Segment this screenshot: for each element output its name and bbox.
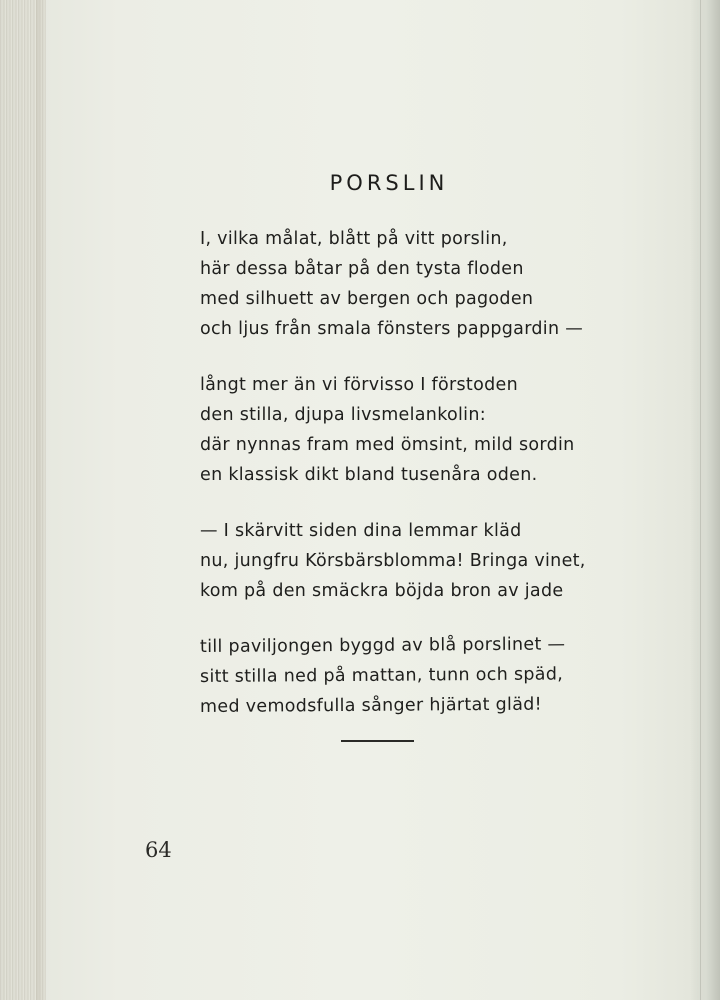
page-edge-right: [690, 0, 720, 1000]
poem-line: och ljus från smala fönsters pappgardin —: [200, 319, 584, 339]
page-number: 64: [145, 838, 172, 862]
poem-line: den stilla, djupa livsmelankolin:: [200, 405, 486, 425]
stanza-2: [200, 370, 620, 490]
poem-line: kom på den smäckra böjda bron av jade: [200, 581, 564, 601]
poem-line: sitt stilla ned på mattan, tunn och späd,: [199, 664, 564, 687]
stanza-4: [200, 632, 620, 722]
poem-line: I, vilka målat, blått på vitt porslin,: [200, 229, 508, 249]
stanza-3: [200, 516, 620, 606]
poem-line: nu, jungfru Körsbärsblomma! Bringa vinet,: [200, 551, 586, 571]
poem-line: — I skärvitt siden dina lemmar kläd: [200, 521, 522, 541]
page-stack-edge-left: [0, 0, 46, 1000]
poem-line: med vemodsfulla sånger hjärtat gläd!: [199, 694, 542, 717]
poem-line: långt mer än vi förvisso I förstoden: [200, 375, 518, 395]
poem-body: [200, 224, 620, 748]
poem-line: med silhuett av bergen och pagoden: [200, 289, 534, 309]
poem-line: till paviljongen byggd av blå porslinet —: [199, 634, 566, 657]
poem-line: där nynnas fram med ömsint, mild sordin: [200, 435, 575, 455]
end-divider: [341, 740, 414, 742]
stanza-1: [200, 224, 620, 344]
poem-line: här dessa båtar på den tysta floden: [200, 259, 524, 279]
poem-title: PORSLIN: [329, 171, 449, 195]
poem-line: en klassisk dikt bland tusenåra oden.: [200, 465, 538, 485]
